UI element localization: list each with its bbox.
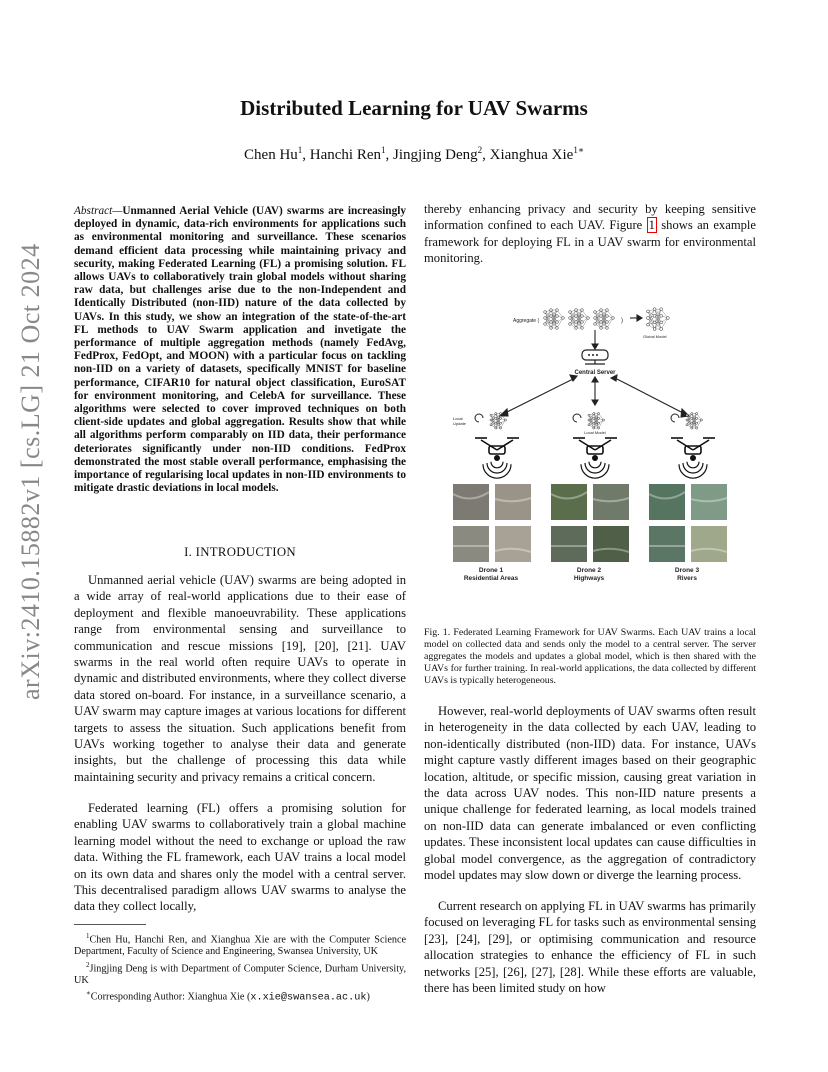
drone-name-label: Drone 2: [576, 567, 602, 574]
drone-icon: [475, 438, 519, 478]
author-name: Xianghua Xie: [489, 147, 574, 163]
aerial-image-tile: [551, 484, 587, 520]
svg-text:): ): [621, 318, 623, 324]
footnote-rule: [74, 924, 146, 925]
email-link[interactable]: x.xie@swansea.ac.uk: [250, 992, 367, 1004]
figure-1: [445, 290, 745, 610]
drone-area-label: Highways: [573, 575, 605, 582]
global-model-network: [647, 308, 670, 331]
network-icon: [569, 309, 590, 330]
abstract-text: Unmanned Aerial Vehicle (UAV) swarms are increasingly deployed in dynamic, data-rich environments for applications such as environmental monitoring and surveillance. These scenarios demand efficient data processing while maintaining privacy and security, making Federated Learning (FL) a promising solution. FL allows UAVs to collaboratively train global models without sharing raw data, but challenges arise due to the non-Independent and Identically Distributed (non-IID) nature of the data collected by UAVs. In this study, we show an integration of the state-of-the-art FL methods to UAV Swarm application and invetigate the performance of multiple aggregation methods (namely FedAvg, FedProx, FedOpt, and MOON) with a particular focus on tackling non-IID on a variety of datasets, specifically MNIST for baseline performance, CIFAR10 for natural object classification, EuroSAT for environment monitoring, and CelebA for surveillance. These algorithms were selected to cover improved techniques on both client-side updates and global aggregation. Results show that while all algorithms perform comparably on IID data, their performance deteriorates significantly under non-IID conditions. FedProx demonstrated the most stable overall performance, emphasising the importance of regularising local updates in non-IID environments to mitigate drastic deviations in local models.: [74, 205, 406, 495]
author-affiliation: 1: [381, 145, 386, 155]
paper-title: Distributed Learning for UAV Swarms: [240, 96, 588, 120]
refresh-icon: [671, 414, 679, 422]
author-affiliation: 1: [297, 145, 303, 155]
abstract: [74, 205, 406, 495]
aerial-image-tile: [495, 526, 531, 562]
central-server-label: Central Server: [574, 370, 616, 376]
global-network-icon: [647, 308, 670, 331]
aggregated-networks: [544, 309, 615, 330]
author-name: Chen Hu: [244, 147, 298, 163]
author-affiliation: 2: [477, 145, 483, 155]
footnote-3: ∗Corresponding Author: Xianghua Xie (x.xie@swansea.ac.uk): [86, 989, 370, 1004]
refresh-icon: [475, 414, 483, 422]
refresh-icon: [573, 414, 581, 422]
footnote-2: $^2$Jingjing Deng is with Department of Computer Science, Durham University, UK: [74, 960, 406, 987]
aerial-image-tile: [691, 526, 727, 562]
aerial-image-tile: [649, 526, 685, 562]
fl-framework-diagram: [445, 290, 745, 610]
intro-paragraph-1: Unmanned aerial vehicle (UAV) swarms are being adopted in a wide array of real-world applications due to their ease of deployment and flexible manoeuvrability. These applications range from environmental sensing and surveillance to communication and rescue missions [19], [20], [21]. UAV swarms in the real world often require UAVs to operate in dynamic and distributed environments, where they collect diverse data stored on-board. For instance, in a surveillance scenario, a UAV swarm may capture images at various locations for different targets to assess the situation. Such applications benefit from UAVs working together to analyse their data and generate insights, but the challenge of processing this data while maintaining security and privacy remains a critical concern.: [74, 573, 406, 784]
drone-icon: [573, 438, 617, 478]
aerial-image-tile: [551, 526, 587, 562]
local-network-icon: [588, 413, 604, 429]
footnote-1: $^1$Chen Hu, Hanchi Ren, and Xianghua Xie are with the Computer Science Department, Faculty of Science and Engineering, Swansea University, UK: [74, 932, 406, 958]
drone-area-label: Residential Areas: [463, 575, 519, 582]
section-heading: I. INTRODUCTION: [184, 545, 296, 559]
drone-icon: [671, 438, 715, 478]
network-icon: [544, 309, 565, 330]
abstract-lead: Abstract—: [74, 205, 123, 217]
aggregate-label: Aggregate (: [513, 318, 540, 324]
drone-name-label: Drone 1: [478, 567, 504, 574]
author-list: Chen Hu$^1$, Hanchi Ren$^1$, Jingjing Deng$^2$, Xianghua Xie$^{1∗}$: [244, 145, 584, 163]
aerial-image-tile: [453, 526, 489, 562]
aerial-image-tile: [593, 526, 629, 562]
svg-text:Update: Update: [453, 421, 466, 426]
right-paragraph-3: Current research on applying FL in UAV swarms has primarily focused on leveraging FL for tasks such as environmental sensing [23], [24], [29], or optimising communication and resource allocation strategies to enhance the efficiency of FL in such networks [25], [26], [27], [28]. While these efforts are valuable, there has been limited study on how: [424, 899, 756, 996]
right-paragraph-1: thereby enhancing privacy and security by keeping sensitive information confined to each UAV. Figure 1 shows an example framework for deploying FL in a UAV swarm for environmental monitoring.: [424, 202, 756, 266]
footnotes: [74, 930, 406, 1005]
drone-area-label: Rivers: [677, 575, 697, 582]
intro-paragraph-2: Federated learning (FL) offers a promising solution for enabling UAV swarms to collaboratively train a global machine learning model without the need to exchange or upload the raw data. Withing the FL framework, each UAV trains a local model on its own data and shares only the model with a central server. This decentralised paradigm allows UAV swarms to analyse the data they collect locally,: [74, 801, 406, 914]
figure-reference-link[interactable]: 1: [648, 218, 655, 233]
arxiv-identifier[interactable]: arXiv:2410.15882v1 [cs.LG] 21 Oct 2024: [16, 243, 45, 700]
central-server-icon: [582, 350, 608, 364]
local-update-label: Local: [453, 416, 463, 421]
author-affiliation: 1∗: [573, 145, 584, 155]
right-paragraph-2: However, real-world deployments of UAV swarms often result in heterogeneity in the data collected by each UAV, leading to non-identically distributed (non-IID) data. For instance, UAVs might capture vastly different images based on their geographic location, altitude, or specific mission, causing great variation in the data across UAV nodes. This non-IID nature presents a unique challenge for federated learning, as local models trained on non-IID data can generate imbalanced or even conflicting updates. These inconsistent local updates can cause difficulties in global model convergence, as the aggregation of contradictory model updates may slow down or diverge the learning process.: [424, 704, 756, 883]
drone-name-label: Drone 3: [674, 567, 700, 574]
local-model-label: Local Model: [584, 430, 606, 435]
author-name: Hanchi Ren: [309, 147, 382, 163]
network-icon: [594, 309, 615, 330]
figure-caption: Fig. 1. Federated Learning Framework for UAV Swarms. Each UAV trains a local model on collected data and sends only the model to a central server. The server aggregates the models and updates a global model, which is then shared with the UAVs for further training. In real-world applications, the data collected by different UAVs is typically heterogeneous.: [424, 627, 756, 686]
author-name: Jingjing Deng: [393, 147, 478, 163]
aerial-image-tile: [649, 484, 685, 520]
aerial-image-tile: [453, 484, 489, 520]
global-model-label: Global Model: [643, 334, 667, 339]
